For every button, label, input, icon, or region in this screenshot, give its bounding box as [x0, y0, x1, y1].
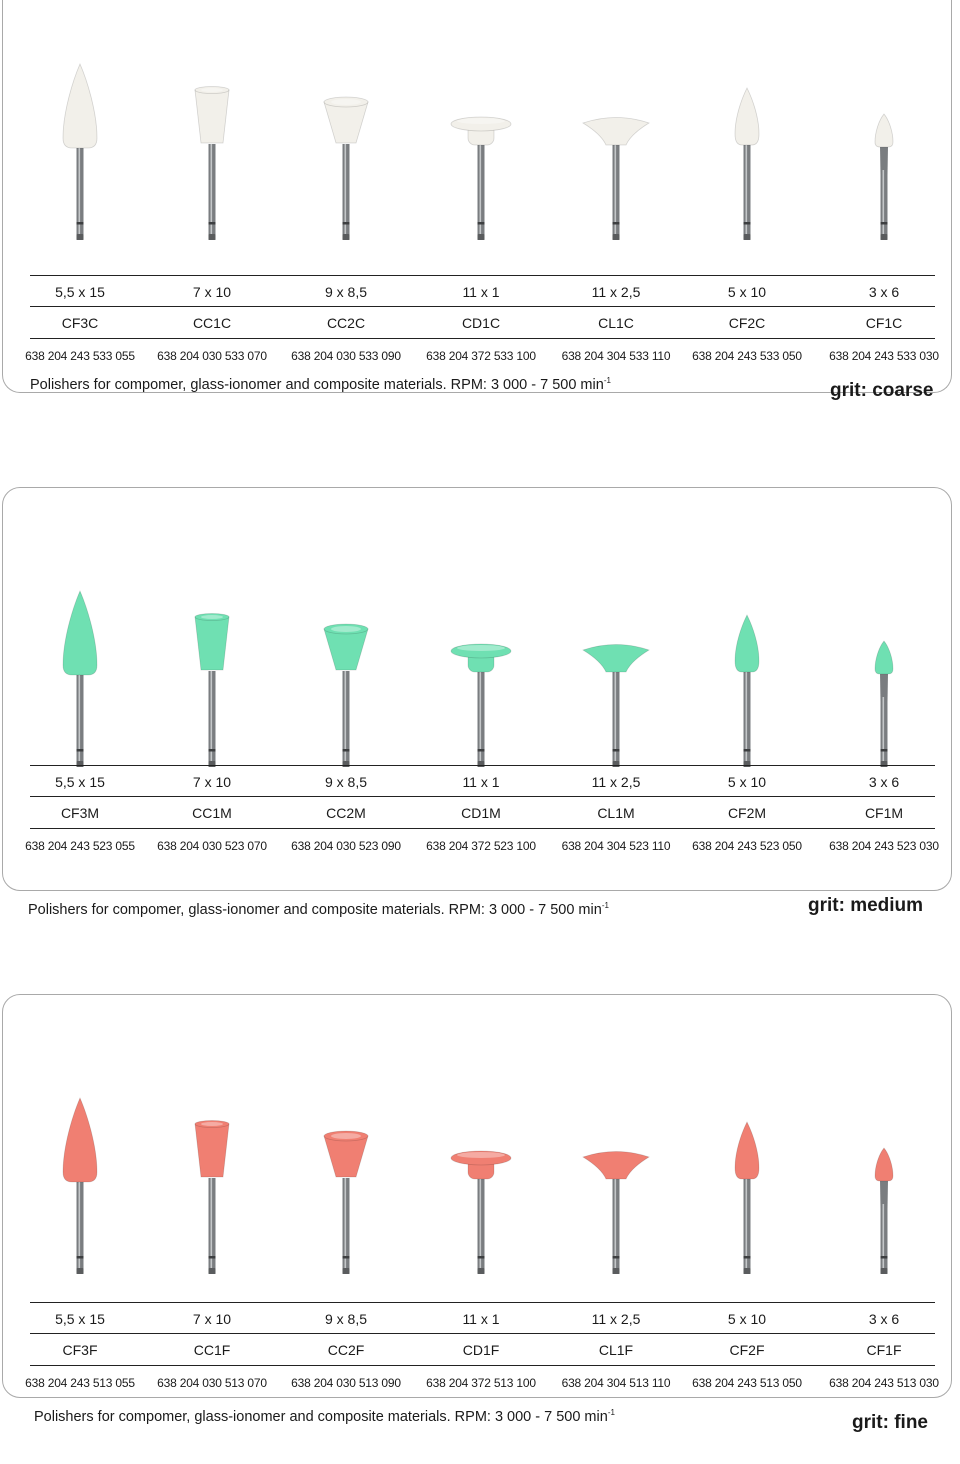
polisher-wide-cup-image [306, 527, 386, 777]
size-cell: 7 x 10 [192, 774, 232, 790]
size-cell: 5 x 10 [727, 1311, 767, 1327]
model-cell: CD1C [461, 315, 501, 331]
model-cell: CC1M [192, 805, 232, 821]
code-cell: 638 204 030 523 070 [157, 839, 267, 853]
usage-caption [28, 901, 609, 918]
code-cell: 638 204 304 513 110 [561, 1376, 671, 1390]
table-rule [30, 828, 935, 829]
size-cell: 5,5 x 15 [55, 774, 105, 790]
grit-label: grit: medium [808, 895, 924, 916]
size-cell: 3 x 6 [868, 1311, 900, 1327]
polisher-disc-image [441, 0, 521, 250]
code-cell: 638 204 372 523 100 [426, 839, 536, 853]
caption-superscript: -1 [603, 376, 611, 385]
code-cell: 638 204 243 513 055 [25, 1376, 135, 1390]
size-cell: 3 x 6 [868, 774, 900, 790]
model-cell: CL1C [598, 315, 634, 331]
caption-text: Polishers for compomer, glass-ionomer and composite materials. RPM: 3 000 - 7 500 min [28, 902, 602, 918]
caption-text: Polishers for compomer, glass-ionomer and composite materials. RPM: 3 000 - 7 500 min [30, 377, 604, 393]
table-rule [30, 338, 935, 339]
model-cell: CC2F [327, 1342, 365, 1358]
size-cell: 9 x 8,5 [324, 284, 368, 300]
usage-caption [34, 1408, 615, 1425]
size-cell: 9 x 8,5 [324, 774, 368, 790]
code-cell: 638 204 243 513 050 [692, 1376, 802, 1390]
model-cell: CF2C [728, 315, 766, 331]
section-grit-coarse [0, 20, 960, 460]
size-cell: 11 x 1 [462, 284, 500, 300]
code-cell: 638 204 030 513 070 [157, 1376, 267, 1390]
code-cell: 638 204 030 533 070 [157, 349, 267, 363]
size-cell: 5,5 x 15 [55, 1311, 105, 1327]
size-cell: 9 x 8,5 [324, 1311, 368, 1327]
tool-images [0, 507, 960, 777]
polisher-lens-image [576, 1034, 656, 1284]
model-cell: CD1F [462, 1342, 500, 1358]
size-cell: 11 x 2,5 [591, 284, 641, 300]
polisher-disc-image [441, 1034, 521, 1284]
polisher-flame-small-image [844, 527, 924, 777]
model-cell: CF1F [866, 1342, 902, 1358]
model-cell: CF1M [864, 805, 904, 821]
code-cell: 638 204 372 513 100 [426, 1376, 536, 1390]
code-cell: 638 204 304 533 110 [561, 349, 671, 363]
size-cell: 3 x 6 [868, 284, 900, 300]
grit-label: grit: fine [852, 1412, 928, 1433]
tool-images [0, 0, 960, 250]
polisher-wide-cup-image [306, 1034, 386, 1284]
table-rule [30, 306, 935, 307]
model-cell: CF3M [60, 805, 100, 821]
polisher-flame-small-image [844, 0, 924, 250]
table-rule [30, 765, 935, 766]
size-cell: 11 x 2,5 [591, 1311, 641, 1327]
size-row [0, 281, 960, 303]
polisher-flame-small-image [844, 1034, 924, 1284]
code-cell: 638 204 304 523 110 [561, 839, 671, 853]
table-rule [30, 275, 935, 276]
code-cell: 638 204 243 523 050 [692, 839, 802, 853]
model-cell: CC2C [326, 315, 366, 331]
model-cell: CF2F [729, 1342, 765, 1358]
polisher-lens-image [576, 527, 656, 777]
model-cell: CL1F [598, 1342, 634, 1358]
model-cell: CC2M [326, 805, 366, 821]
table-rule [30, 796, 935, 797]
size-cell: 11 x 1 [462, 774, 500, 790]
polisher-flame-image [40, 527, 120, 777]
model-cell: CL1M [597, 805, 635, 821]
caption-text: Polishers for compomer, glass-ionomer and composite materials. RPM: 3 000 - 7 500 min [34, 1409, 608, 1425]
polisher-cup-image [172, 0, 252, 250]
tool-images [0, 1014, 960, 1284]
polisher-lens-image [576, 0, 656, 250]
size-cell: 5 x 10 [727, 284, 767, 300]
model-cell: CF2M [727, 805, 767, 821]
polisher-flame-image [707, 0, 787, 250]
polisher-disc-image [441, 527, 521, 777]
size-cell: 7 x 10 [192, 284, 232, 300]
polisher-cup-image [172, 1034, 252, 1284]
code-cell: 638 204 030 533 090 [291, 349, 401, 363]
table-rule [30, 1302, 935, 1303]
code-cell: 638 204 372 533 100 [426, 349, 536, 363]
section-grit-medium [0, 487, 960, 927]
code-cell: 638 204 243 513 030 [829, 1376, 939, 1390]
code-cell: 638 204 243 533 050 [692, 349, 802, 363]
model-cell: CF1C [865, 315, 903, 331]
section-grit-fine [0, 994, 960, 1434]
code-cell: 638 204 030 513 090 [291, 1376, 401, 1390]
polisher-flame-image [40, 0, 120, 250]
model-cell: CC1F [193, 1342, 231, 1358]
size-cell: 11 x 2,5 [591, 774, 641, 790]
code-cell: 638 204 243 533 030 [829, 349, 939, 363]
polisher-flame-image [707, 1034, 787, 1284]
size-cell: 11 x 1 [462, 1311, 500, 1327]
size-row [0, 771, 960, 793]
model-row [0, 802, 960, 824]
polisher-flame-image [40, 1034, 120, 1284]
code-row [0, 835, 960, 857]
size-row [0, 1308, 960, 1330]
code-cell: 638 204 243 533 055 [25, 349, 135, 363]
size-cell: 5,5 x 15 [55, 284, 105, 300]
polisher-cup-image [172, 527, 252, 777]
table-rule [30, 1333, 935, 1334]
caption-superscript: -1 [607, 1408, 615, 1417]
model-cell: CC1C [192, 315, 232, 331]
code-row [0, 1372, 960, 1394]
model-cell: CD1M [461, 805, 501, 821]
grit-label: grit: coarse [830, 380, 934, 401]
polisher-wide-cup-image [306, 0, 386, 250]
table-rule [30, 1365, 935, 1366]
code-cell: 638 204 030 523 090 [291, 839, 401, 853]
usage-caption [30, 376, 611, 393]
size-cell: 5 x 10 [727, 774, 767, 790]
size-cell: 7 x 10 [192, 1311, 232, 1327]
polisher-flame-image [707, 527, 787, 777]
code-row [0, 345, 960, 367]
code-cell: 638 204 243 523 055 [25, 839, 135, 853]
caption-superscript: -1 [601, 901, 609, 910]
model-cell: CF3F [62, 1342, 98, 1358]
code-cell: 638 204 243 523 030 [829, 839, 939, 853]
model-row [0, 312, 960, 334]
model-row [0, 1339, 960, 1361]
model-cell: CF3C [61, 315, 99, 331]
